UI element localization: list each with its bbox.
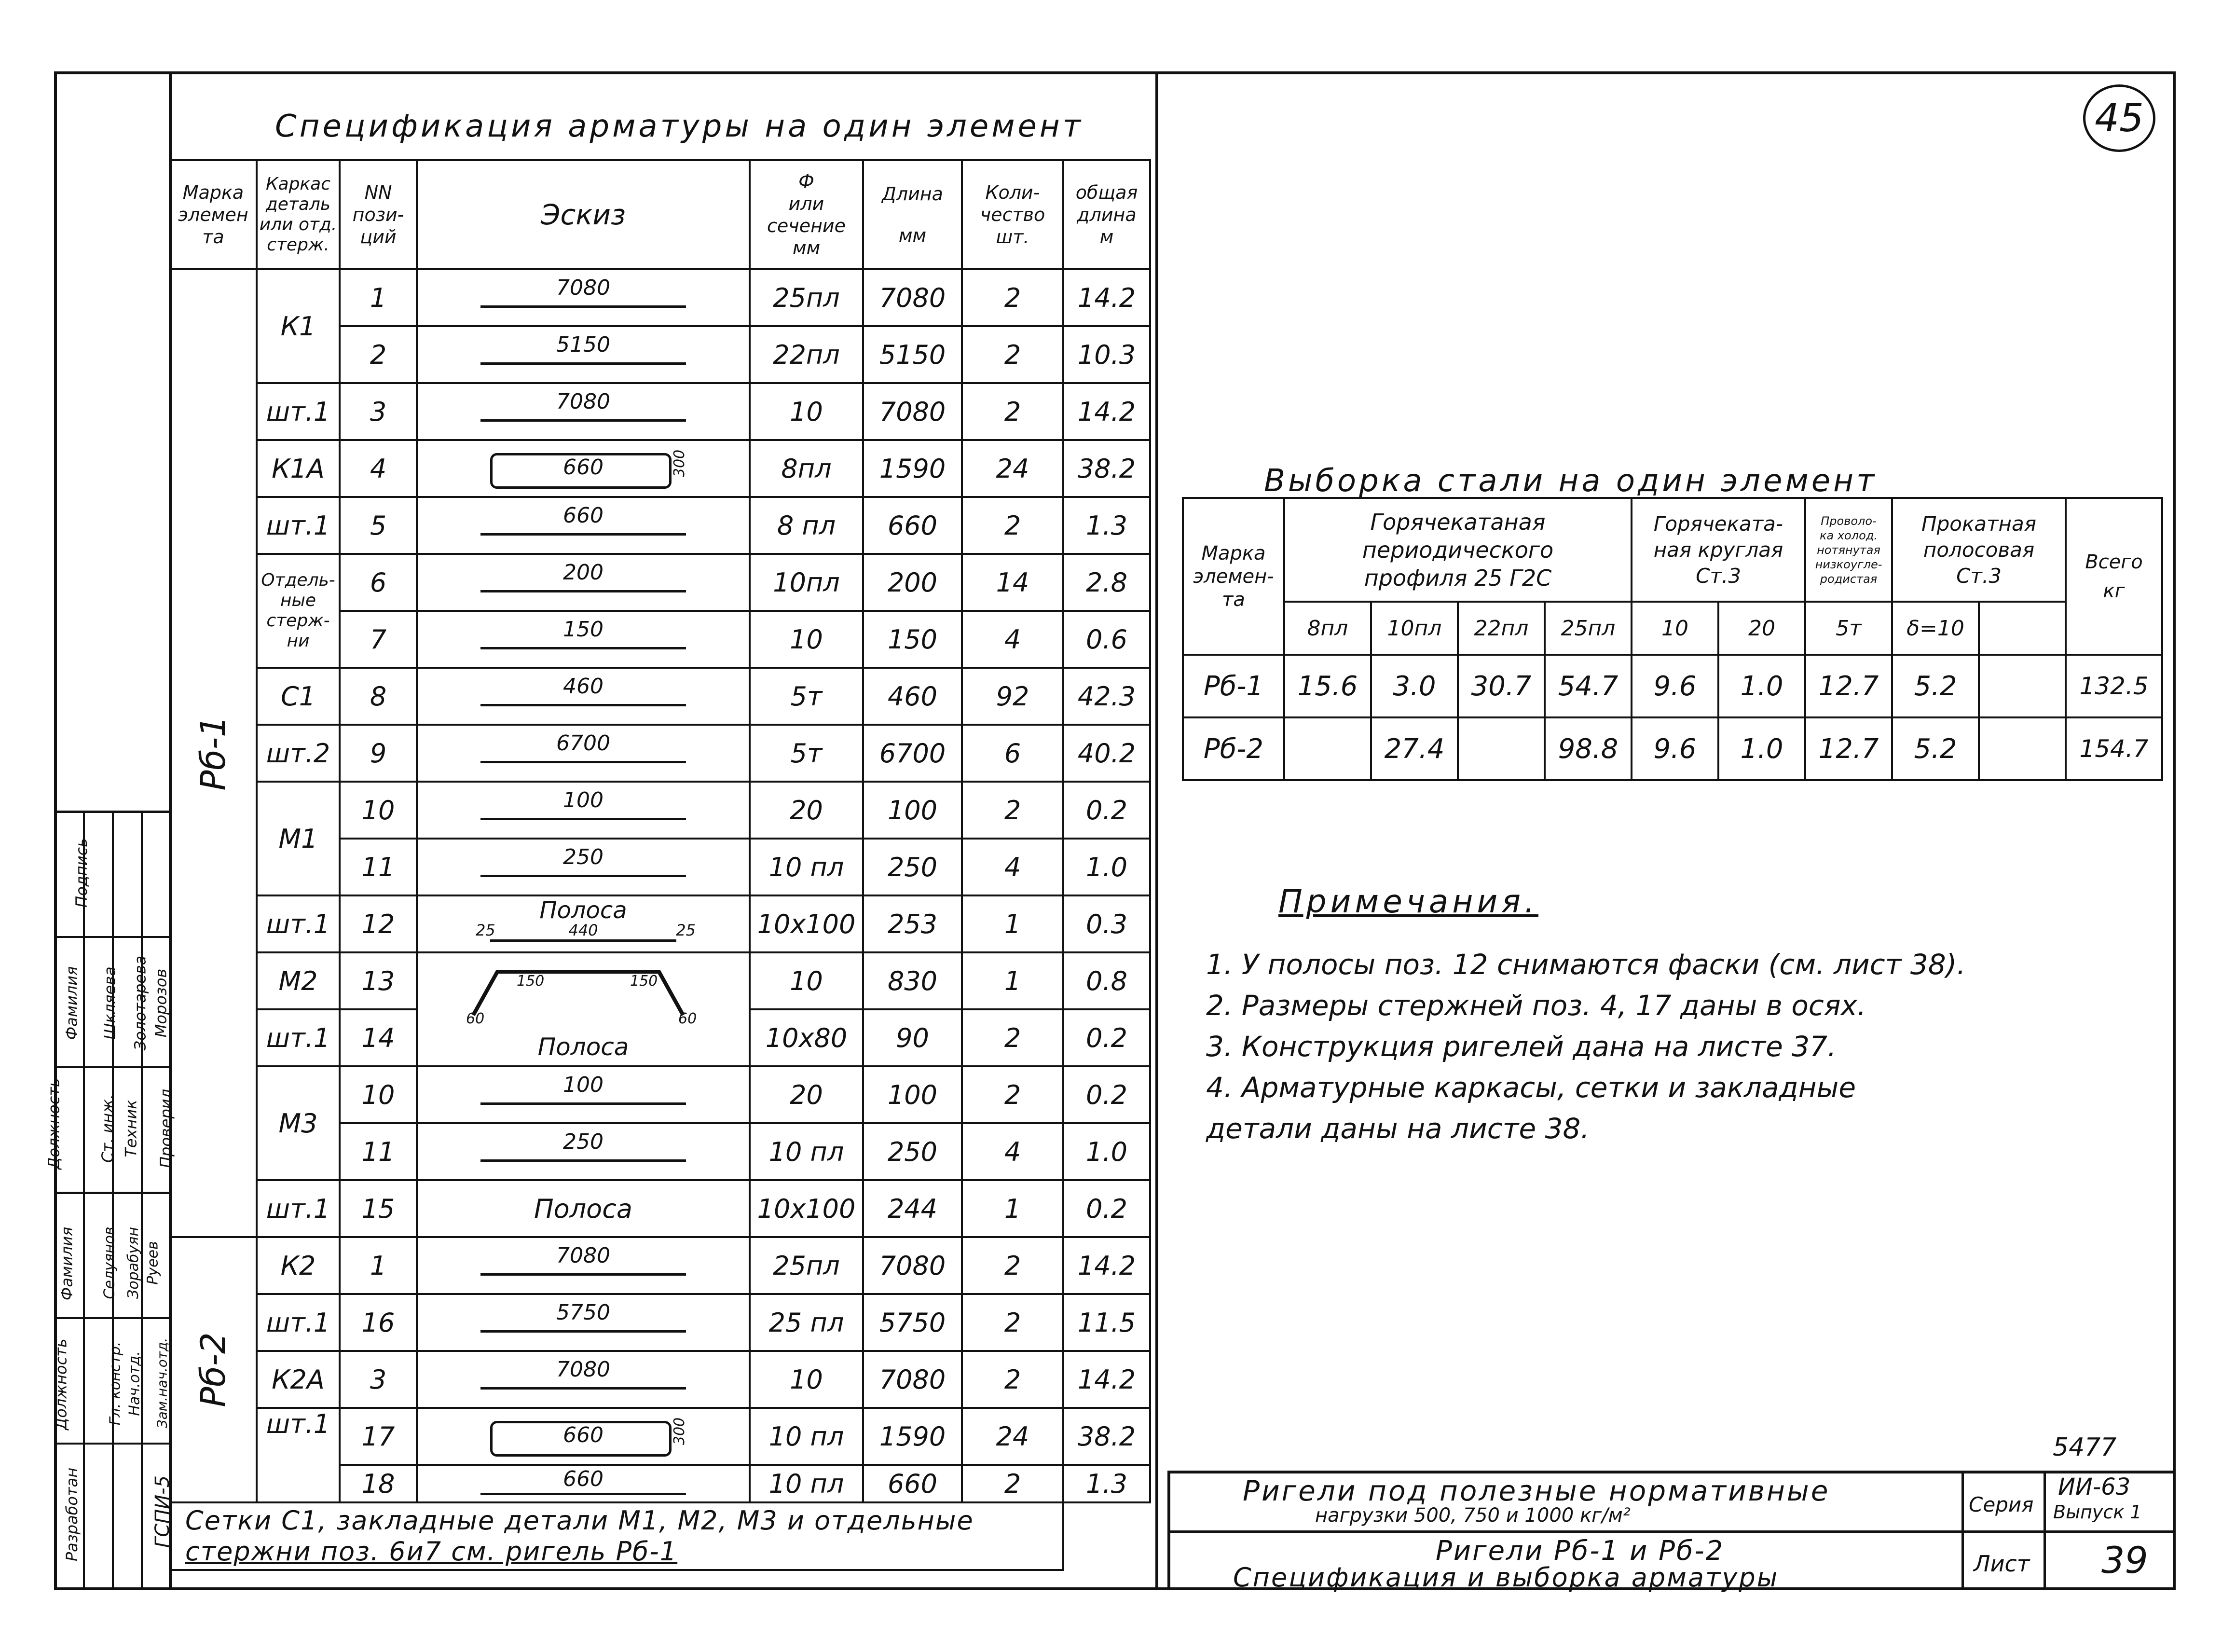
- sketch-cell: Полоса: [417, 1180, 750, 1237]
- total-cell: 1.3: [1063, 1465, 1150, 1502]
- hdr-qty: Коли- чество шт.: [962, 160, 1063, 269]
- qty-cell: 1: [962, 952, 1063, 1009]
- dia-cell: 8пл: [750, 440, 863, 497]
- dia-cell: 10: [750, 383, 863, 440]
- dia-cell: 10: [750, 611, 863, 668]
- spec-title: Спецификация арматуры на один элемент: [275, 109, 1084, 144]
- doc-code: 5477: [2053, 1433, 2117, 1462]
- table-row: [170, 895, 1150, 952]
- len-cell: 6700: [863, 725, 962, 782]
- table-row: [170, 1066, 1150, 1123]
- sketch-cell: 100: [417, 782, 750, 839]
- table-row: [170, 1294, 1150, 1351]
- strip-label: Полоса: [537, 1033, 629, 1061]
- len-cell: 830: [863, 952, 962, 1009]
- side-row: Техник: [122, 1100, 140, 1157]
- sheet-number-badge: [2083, 84, 2155, 152]
- frame-cell: шт.1: [257, 1408, 340, 1502]
- sketch-cell: 460: [417, 668, 750, 725]
- sel-val: 5.2: [1892, 655, 1979, 717]
- pos-cell: 3: [340, 1351, 417, 1408]
- note-3: 3. Конструкция ригелей дана на листе 37.: [1206, 1030, 1837, 1063]
- dia-cell: 25 пл: [750, 1294, 863, 1351]
- side-org: ГСПИ-5: [151, 1475, 174, 1548]
- qty-cell: 2: [962, 383, 1063, 440]
- qty-cell: 2: [962, 1009, 1063, 1066]
- len-cell: 7080: [863, 383, 962, 440]
- qty-cell: 2: [962, 326, 1063, 383]
- table-row: [170, 1237, 1150, 1294]
- dim-300: 300: [671, 449, 688, 478]
- sel-hdr-total: Всего кг: [2066, 498, 2162, 655]
- center-divider: [1155, 71, 1158, 1590]
- sketch-cell: 660 300: [417, 1408, 750, 1465]
- sel-val: 54.7: [1545, 655, 1632, 717]
- frame-cell: К1: [257, 269, 340, 383]
- pos-cell: 17: [340, 1408, 417, 1465]
- len-cell: 7080: [863, 269, 962, 326]
- sel-sub: 8пл: [1284, 602, 1371, 655]
- pos-cell: 9: [340, 725, 417, 782]
- selection-title: Выборка стали на один элемент: [1264, 463, 1878, 499]
- total-cell: 14.2: [1063, 383, 1150, 440]
- hdr-total: общая длина м: [1063, 160, 1150, 269]
- title-line-2: нагрузки 500, 750 и 1000 кг/м²: [1315, 1504, 1631, 1527]
- sel-val: 12.7: [1805, 717, 1892, 780]
- len-cell: 7080: [863, 1351, 962, 1408]
- side-label-name-top: Фамилия: [62, 966, 81, 1040]
- frame-cell: К2: [257, 1237, 340, 1294]
- total-cell: 1.0: [1063, 1123, 1150, 1180]
- sketch-cell: 5750: [417, 1294, 750, 1351]
- len-cell: 660: [863, 497, 962, 554]
- table-row: [170, 269, 1150, 326]
- total-cell: 0.2: [1063, 1180, 1150, 1237]
- sel-sub: δ=10: [1892, 602, 1979, 655]
- dia-cell: 10 пл: [750, 1465, 863, 1502]
- sel-mark: Рб-1: [1183, 655, 1284, 717]
- total-cell: 0.2: [1063, 782, 1150, 839]
- dim-25-right: 25: [676, 921, 696, 939]
- note-4: 4. Арматурные каркасы, сетки и закладные: [1206, 1071, 1856, 1104]
- notes-title: Примечания.: [1278, 883, 1538, 920]
- table-row: [170, 554, 1150, 611]
- sheet-value: 39: [2101, 1539, 2148, 1582]
- frame-cell: М1: [257, 782, 340, 895]
- dim-25-left: 25: [476, 921, 495, 939]
- sel-val: 12.7: [1805, 655, 1892, 717]
- side-label-position-top: Должность: [44, 1078, 63, 1170]
- table-row: [170, 383, 1150, 440]
- title-block: [1167, 1471, 2176, 1593]
- sheet-label: Лист: [1974, 1551, 2030, 1577]
- sel-sub: 20: [1718, 602, 1805, 655]
- side-row: Разработан: [63, 1467, 82, 1562]
- table-footnote-row: [170, 1502, 1150, 1570]
- frame-cell: М3: [257, 1066, 340, 1180]
- dia-cell: 10х80: [750, 1009, 863, 1066]
- dia-cell: 10: [750, 952, 863, 1009]
- len-cell: 1590: [863, 440, 962, 497]
- pos-cell: 2: [340, 326, 417, 383]
- side-signature-strip: [44, 811, 176, 1590]
- sel-total: 132.5: [2066, 655, 2162, 717]
- frame-cell: шт.1: [257, 1294, 340, 1351]
- sel-val: 9.6: [1632, 717, 1718, 780]
- sel-sub: [1979, 602, 2066, 655]
- table-row: [170, 1180, 1150, 1237]
- sketch-cell: 150: [417, 611, 750, 668]
- qty-cell: 2: [962, 782, 1063, 839]
- len-cell: 5150: [863, 326, 962, 383]
- pos-cell: 12: [340, 895, 417, 952]
- table-row: [170, 952, 1150, 1009]
- sel-val: 98.8: [1545, 717, 1632, 780]
- sketch-cell: 6700: [417, 725, 750, 782]
- sel-sub: 22пл: [1458, 602, 1545, 655]
- sketch-cell: 200: [417, 554, 750, 611]
- spec-table: [169, 159, 1151, 1571]
- len-cell: 1590: [863, 1408, 962, 1465]
- frame-cell: С1: [257, 668, 340, 725]
- sketch-cell-bent: [417, 952, 750, 1066]
- pos-cell: 6: [340, 554, 417, 611]
- frame-cell: К1А: [257, 440, 340, 497]
- note-5: детали даны на листе 38.: [1206, 1112, 1590, 1145]
- pos-cell: 5: [340, 497, 417, 554]
- sel-val: 5.2: [1892, 717, 1979, 780]
- dia-cell: 20: [750, 782, 863, 839]
- qty-cell: 24: [962, 1408, 1063, 1465]
- qty-cell: 4: [962, 611, 1063, 668]
- hdr-pos: NN пози- ций: [340, 160, 417, 269]
- pos-cell: 10: [340, 1066, 417, 1123]
- dia-cell: 22пл: [750, 326, 863, 383]
- sel-sub: 5т: [1805, 602, 1892, 655]
- len-cell: 253: [863, 895, 962, 952]
- side-row: Морозов: [151, 968, 170, 1038]
- total-cell: 14.2: [1063, 269, 1150, 326]
- total-cell: 42.3: [1063, 668, 1150, 725]
- sketch-cell: 5150: [417, 326, 750, 383]
- dia-cell: 25пл: [750, 1237, 863, 1294]
- total-cell: 10.3: [1063, 326, 1150, 383]
- side-row: Золотарева: [131, 955, 150, 1051]
- total-cell: 11.5: [1063, 1294, 1150, 1351]
- frame-cell: шт.1: [257, 1009, 340, 1066]
- qty-cell: 2: [962, 1294, 1063, 1351]
- qty-cell: 2: [962, 1351, 1063, 1408]
- len-cell: 7080: [863, 1237, 962, 1294]
- sketch-cell: 100: [417, 1066, 750, 1123]
- dia-cell: 25пл: [750, 269, 863, 326]
- sheet-number: 45: [2095, 96, 2144, 140]
- len-cell: 100: [863, 1066, 962, 1123]
- dia-cell: 10пл: [750, 554, 863, 611]
- footnote-line-2: стержни поз. 6и7 см. ригель Рб-1: [185, 1536, 678, 1567]
- dim-150-right: 150: [630, 973, 658, 990]
- sketch-cell: 250: [417, 1123, 750, 1180]
- total-cell: 38.2: [1063, 1408, 1150, 1465]
- qty-cell: 2: [962, 269, 1063, 326]
- dim-60-right: 60: [678, 1010, 697, 1027]
- hdr-sketch: Эскиз: [417, 160, 750, 269]
- table-row: [170, 782, 1150, 839]
- table-row: [1183, 717, 2162, 780]
- qty-cell: 2: [962, 1237, 1063, 1294]
- total-cell: 14.2: [1063, 1351, 1150, 1408]
- side-label-name-bot: Фамилия: [57, 1226, 76, 1301]
- mark-cell-rb2: Рб-2: [170, 1237, 257, 1502]
- pos-cell: 10: [340, 782, 417, 839]
- sketch-cell: 660: [417, 497, 750, 554]
- sel-total: 154.7: [2066, 717, 2162, 780]
- mark-cell-rb1: Рб-1: [170, 269, 257, 1237]
- hdr-dia: Ф или сечение мм: [750, 160, 863, 269]
- sketch-cell: 7080: [417, 1351, 750, 1408]
- pos-cell: 3: [340, 383, 417, 440]
- side-label-sign-top: Подпись: [72, 838, 91, 908]
- pos-cell: 14: [340, 1009, 417, 1066]
- qty-cell: 4: [962, 1123, 1063, 1180]
- qty-cell: 2: [962, 1465, 1063, 1502]
- dia-cell: 5т: [750, 725, 863, 782]
- frame-cell: К2А: [257, 1351, 340, 1408]
- series-value: ИИ-63: [2058, 1473, 2131, 1501]
- sel-val: 9.6: [1632, 655, 1718, 717]
- table-row: [170, 497, 1150, 554]
- side-row: Гл. констр.: [107, 1341, 124, 1426]
- sel-hdr-wire: Проволо- ка холод. нотянутая низкоугле- родистая: [1805, 498, 1892, 602]
- sel-sub: 10пл: [1371, 602, 1458, 655]
- hdr-mark: Марка элемен та: [170, 160, 257, 269]
- total-cell: 0.6: [1063, 611, 1150, 668]
- len-cell: 100: [863, 782, 962, 839]
- side-row: Зам.нач.отд.: [154, 1337, 170, 1429]
- dia-cell: 10 пл: [750, 1123, 863, 1180]
- sketch-cell: 250: [417, 839, 750, 895]
- total-cell: 1.0: [1063, 839, 1150, 895]
- qty-cell: 6: [962, 725, 1063, 782]
- title-line-3: Ригели Рб-1 и Рб-2: [1436, 1535, 1725, 1567]
- sel-val: 30.7: [1458, 655, 1545, 717]
- dia-cell: 5т: [750, 668, 863, 725]
- pos-cell: 7: [340, 611, 417, 668]
- qty-cell: 4: [962, 839, 1063, 895]
- sketch-cell: 7080: [417, 1237, 750, 1294]
- pos-cell: 4: [340, 440, 417, 497]
- pos-cell: 18: [340, 1465, 417, 1502]
- sel-hdr-mark: Марка элемен- та: [1183, 498, 1284, 655]
- sel-sub: 10: [1632, 602, 1718, 655]
- side-row: Зорабуян: [124, 1227, 142, 1299]
- frame-cell-loose-bars: Отдель- ные стерж- ни: [257, 554, 340, 668]
- len-cell: 150: [863, 611, 962, 668]
- sel-val: [1979, 717, 2066, 780]
- dim-150-left: 150: [517, 973, 545, 990]
- len-cell: 250: [863, 839, 962, 895]
- series-label: Серия: [1969, 1493, 2034, 1516]
- hdr-frame: Каркас деталь или отд. стерж.: [257, 160, 340, 269]
- sel-val: [1979, 655, 2066, 717]
- dim-440: 440: [568, 921, 598, 939]
- dim-300: 300: [671, 1417, 688, 1446]
- pos-cell: 15: [340, 1180, 417, 1237]
- dia-cell: 10 пл: [750, 1408, 863, 1465]
- len-cell: 250: [863, 1123, 962, 1180]
- sketch-cell: 7080: [417, 383, 750, 440]
- table-row: [170, 440, 1150, 497]
- note-2: 2. Размеры стержней поз. 4, 17 даны в осях.: [1206, 989, 1866, 1022]
- len-cell: 90: [863, 1009, 962, 1066]
- pos-cell: 1: [340, 1237, 417, 1294]
- total-cell: 0.3: [1063, 895, 1150, 952]
- sel-val: 27.4: [1371, 717, 1458, 780]
- side-row: Руеев: [144, 1241, 162, 1285]
- frame-cell: шт.2: [257, 725, 340, 782]
- sketch-cell: 7080: [417, 269, 750, 326]
- total-cell: 0.2: [1063, 1066, 1150, 1123]
- side-row: Селуянов: [101, 1226, 118, 1299]
- issue-label: Выпуск 1: [2053, 1501, 2142, 1523]
- pos-cell: 8: [340, 668, 417, 725]
- pos-cell: 1: [340, 269, 417, 326]
- side-label-position-bot: Должность: [52, 1338, 70, 1430]
- frame-cell: М2: [257, 952, 340, 1009]
- frame-cell: шт.1: [257, 383, 340, 440]
- dia-cell: 8 пл: [750, 497, 863, 554]
- pos-cell: 11: [340, 839, 417, 895]
- sel-val: 15.6: [1284, 655, 1371, 717]
- qty-cell: 2: [962, 1066, 1063, 1123]
- sketch-cell: 660 300: [417, 440, 750, 497]
- hdr-length: Длина мм: [863, 160, 962, 269]
- title-line-4: Спецификация и выборка арматуры: [1233, 1562, 1779, 1593]
- sketch-cell: 660: [417, 1465, 750, 1502]
- dia-cell: 10х100: [750, 1180, 863, 1237]
- table-row: [170, 1351, 1150, 1408]
- qty-cell: 1: [962, 1180, 1063, 1237]
- table-row: [1183, 655, 2162, 717]
- len-cell: 460: [863, 668, 962, 725]
- len-cell: 660: [863, 1465, 962, 1502]
- qty-cell: 92: [962, 668, 1063, 725]
- dia-cell: 10: [750, 1351, 863, 1408]
- pos-cell: 16: [340, 1294, 417, 1351]
- pos-cell: 11: [340, 1123, 417, 1180]
- sel-hdr-strip: Прокатная полосовая Ст.3: [1892, 498, 2066, 602]
- sel-mark: Рб-2: [1183, 717, 1284, 780]
- dia-cell: 10 пл: [750, 839, 863, 895]
- qty-cell: 2: [962, 497, 1063, 554]
- sel-val: 3.0: [1371, 655, 1458, 717]
- sel-hdr-hot-rolled: Горячекатаная периодического профиля 25 Г2С: [1284, 498, 1632, 602]
- total-cell: 1.3: [1063, 497, 1150, 554]
- total-cell: 0.8: [1063, 952, 1150, 1009]
- len-cell: 200: [863, 554, 962, 611]
- dim-60-left: 60: [466, 1010, 485, 1027]
- pos-cell: 13: [340, 952, 417, 1009]
- side-row: Проверил: [157, 1088, 176, 1169]
- qty-cell: 24: [962, 440, 1063, 497]
- spec-footnote: [170, 1502, 1063, 1570]
- frame-cell: шт.1: [257, 497, 340, 554]
- qty-cell: 14: [962, 554, 1063, 611]
- table-row: [170, 668, 1150, 725]
- sel-val: 1.0: [1718, 717, 1805, 780]
- total-cell: 2.8: [1063, 554, 1150, 611]
- note-1: 1. У полосы поз. 12 снимаются фаски (см. лист 38).: [1206, 948, 1966, 981]
- sel-val: [1284, 717, 1371, 780]
- len-cell: 244: [863, 1180, 962, 1237]
- sel-val: [1458, 717, 1545, 780]
- qty-cell: 1: [962, 895, 1063, 952]
- table-row: [170, 725, 1150, 782]
- selection-table: [1182, 497, 2163, 781]
- spec-header-row: [170, 160, 1150, 269]
- len-cell: 5750: [863, 1294, 962, 1351]
- sel-val: 1.0: [1718, 655, 1805, 717]
- frame-cell: шт.1: [257, 1180, 340, 1237]
- sketch-cell: Полоса 25 440 25: [417, 895, 750, 952]
- side-row: Ст. инж.: [98, 1094, 117, 1163]
- sel-hdr-round: Горячеката- ная круглая Ст.3: [1632, 498, 1805, 602]
- side-row: Нач.отд.: [126, 1351, 143, 1416]
- dia-cell: 10х100: [750, 895, 863, 952]
- title-line-1: Ригели под полезные нормативные: [1243, 1474, 1830, 1507]
- footnote-line-1: Сетки С1, закладные детали М1, М2, М3 и отдельные: [185, 1505, 974, 1536]
- frame-cell: шт.1: [257, 895, 340, 952]
- dia-cell: 20: [750, 1066, 863, 1123]
- side-row: Шкляева: [100, 966, 119, 1040]
- total-cell: 40.2: [1063, 725, 1150, 782]
- sel-sub: 25пл: [1545, 602, 1632, 655]
- total-cell: 0.2: [1063, 1009, 1150, 1066]
- table-row: [170, 1408, 1150, 1465]
- total-cell: 14.2: [1063, 1237, 1150, 1294]
- total-cell: 38.2: [1063, 440, 1150, 497]
